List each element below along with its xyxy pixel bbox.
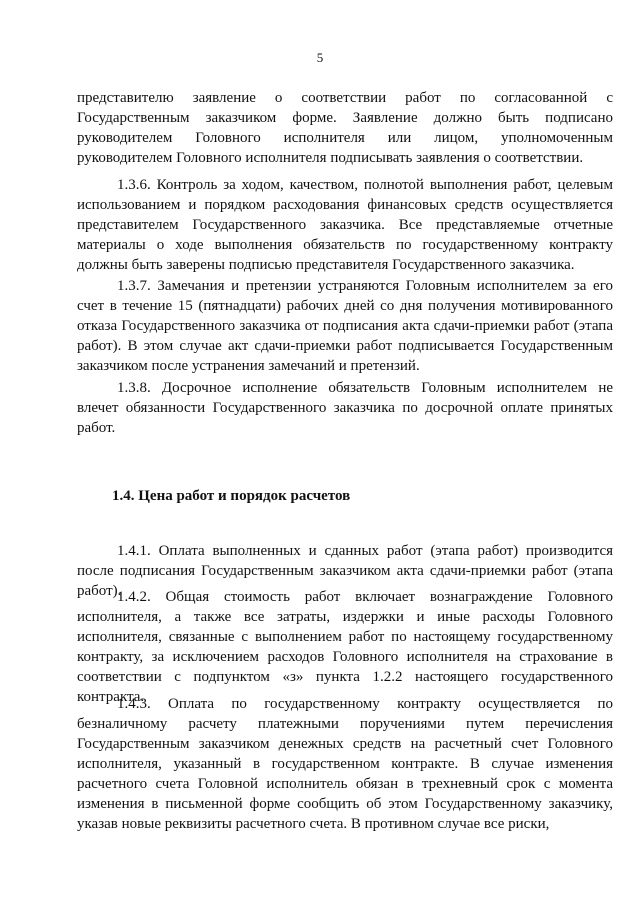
paragraph-1-3-7 [77, 276, 613, 376]
paragraph-1-4-3 [77, 694, 613, 834]
paragraph-text: 1.4.3. Оплата по государственному контракту осуществляется по безналичному расчету платежными поручениями путем перечисления Государственным заказчиком денежных средств на расчетный счет Головного исполнителя, указанный в государственном контракте. В случае изменения расчетного счета Головной исполнитель обязан в трехневный срок с момента изменения в письменной форме сообщить об этом Государственному заказчику, указав новые реквизиты расчетного счета. В противном случае все риски, [77, 696, 613, 832]
paragraph-text: 1.4.2. Общая стоимость работ включает вознаграждение Головного исполнителя, а также все затраты, издержки и иные расходы Головного исполнителя, связанные с выполнением работ по настоящему государственному контракту, за исключением расходов Головного исполнителя на страхование в соответствии с подпунктом «з» пункта 1.2.2 настоящего государственного контракта. [77, 589, 613, 705]
paragraph-text: 1.3.8. Досрочное исполнение обязательств Головным исполнителем не влечет обязанности Государственного заказчика по досрочной оплате принятых работ. [77, 380, 613, 436]
paragraph-1-3-6 [77, 175, 613, 275]
page-number: 5 [316, 50, 324, 65]
paragraph-1-4-2 [77, 587, 613, 707]
paragraph-text: 1.3.6. Контроль за ходом, качеством, полнотой выполнения работ, целевым использованием и порядком расходования финансовых средств осуществляется представителем Государственного заказчика. Все представляемые отчетные материалы о ходе выполнения обязательств по государственному контракту должны быть заверены подписью представителя Государственного заказчика. [77, 177, 613, 273]
paragraph-text: представителю заявление о соответствии работ по согласованной с Государственным заказчиком форме. Заявление должно быть подписано руководителем Головного исполнителя или лицом, уполномоченным руководителем Головного исполнителя подписывать заявления о соответствии. [77, 90, 613, 166]
paragraph-continuation [77, 88, 613, 168]
paragraph-1-3-8 [77, 378, 613, 438]
section-heading: 1.4. Цена работ и порядок расчетов [112, 488, 351, 504]
paragraph-text: 1.3.7. Замечания и претензии устраняются Головным исполнителем за его счет в течение 15 (пятнадцати) рабочих дней со дня получения мотивированного отказа Государственного заказчика от подписания акта сдачи-приемки работ (этапа работ). В этом случае акт сдачи-приемки работ подписывается Государственным заказчиком после устранения замечаний и претензий. [77, 278, 613, 374]
paragraph-text: 1.4.1. Оплата выполненных и сданных работ (этапа работ) производится после подписания Государственным заказчиком акта сдачи-приемки работ (этапа работ). [77, 543, 613, 599]
